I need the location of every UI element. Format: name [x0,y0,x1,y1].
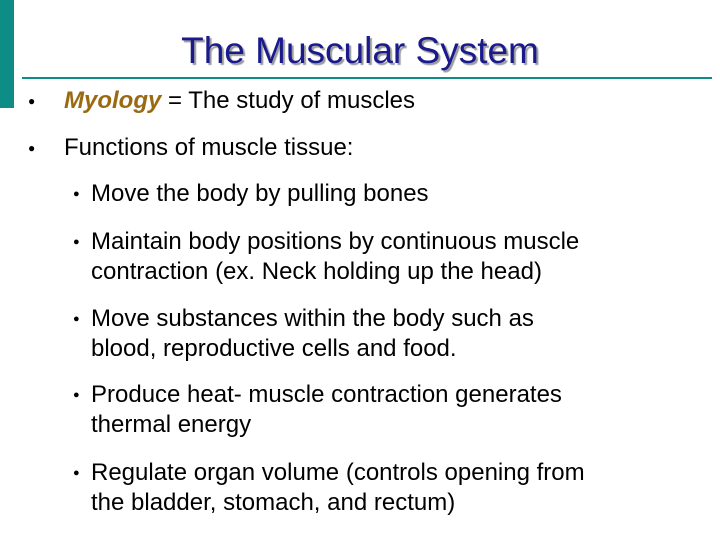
sub-bullet-dot-icon: ● [73,467,80,479]
sub-bullet-dot-icon: ● [73,236,80,248]
bullet-dot-icon: ● [28,141,36,155]
bullet-dot-icon: ● [28,94,36,108]
title-divider [22,77,712,79]
sub-bullet-maintain-line-1: Maintain body positions by continuous muscle [91,228,580,255]
sub-bullet-substances-line-2: blood, reproductive cells and food. [91,335,457,362]
slide-title: The Muscular System [181,30,539,71]
sub-bullet-regulate-line-2: the bladder, stomach, and rectum) [91,489,456,516]
sub-bullet-heat-line-1: Produce heat- muscle contraction generates [91,381,562,408]
sub-bullet-dot-icon: ● [73,389,80,401]
myology-term: Myology [64,87,162,114]
sub-bullet-move-body: Move the body by pulling bones [91,180,429,207]
sub-bullet-dot-icon: ● [73,188,80,200]
sub-bullet-substances-line-1: Move substances within the body such as [91,305,534,332]
myology-definition: = The study of muscles [161,87,416,114]
bullet-functions: Functions of muscle tissue: [64,134,354,161]
sub-bullet-regulate-line-1: Regulate organ volume (controls opening from [91,459,585,486]
sub-bullet-dot-icon: ● [73,313,80,325]
bullet-myology [64,86,415,116]
sub-bullet-heat-line-2: thermal energy [91,411,252,438]
sub-bullet-maintain-line-2: contraction (ex. Neck holding up the head) [91,258,542,285]
